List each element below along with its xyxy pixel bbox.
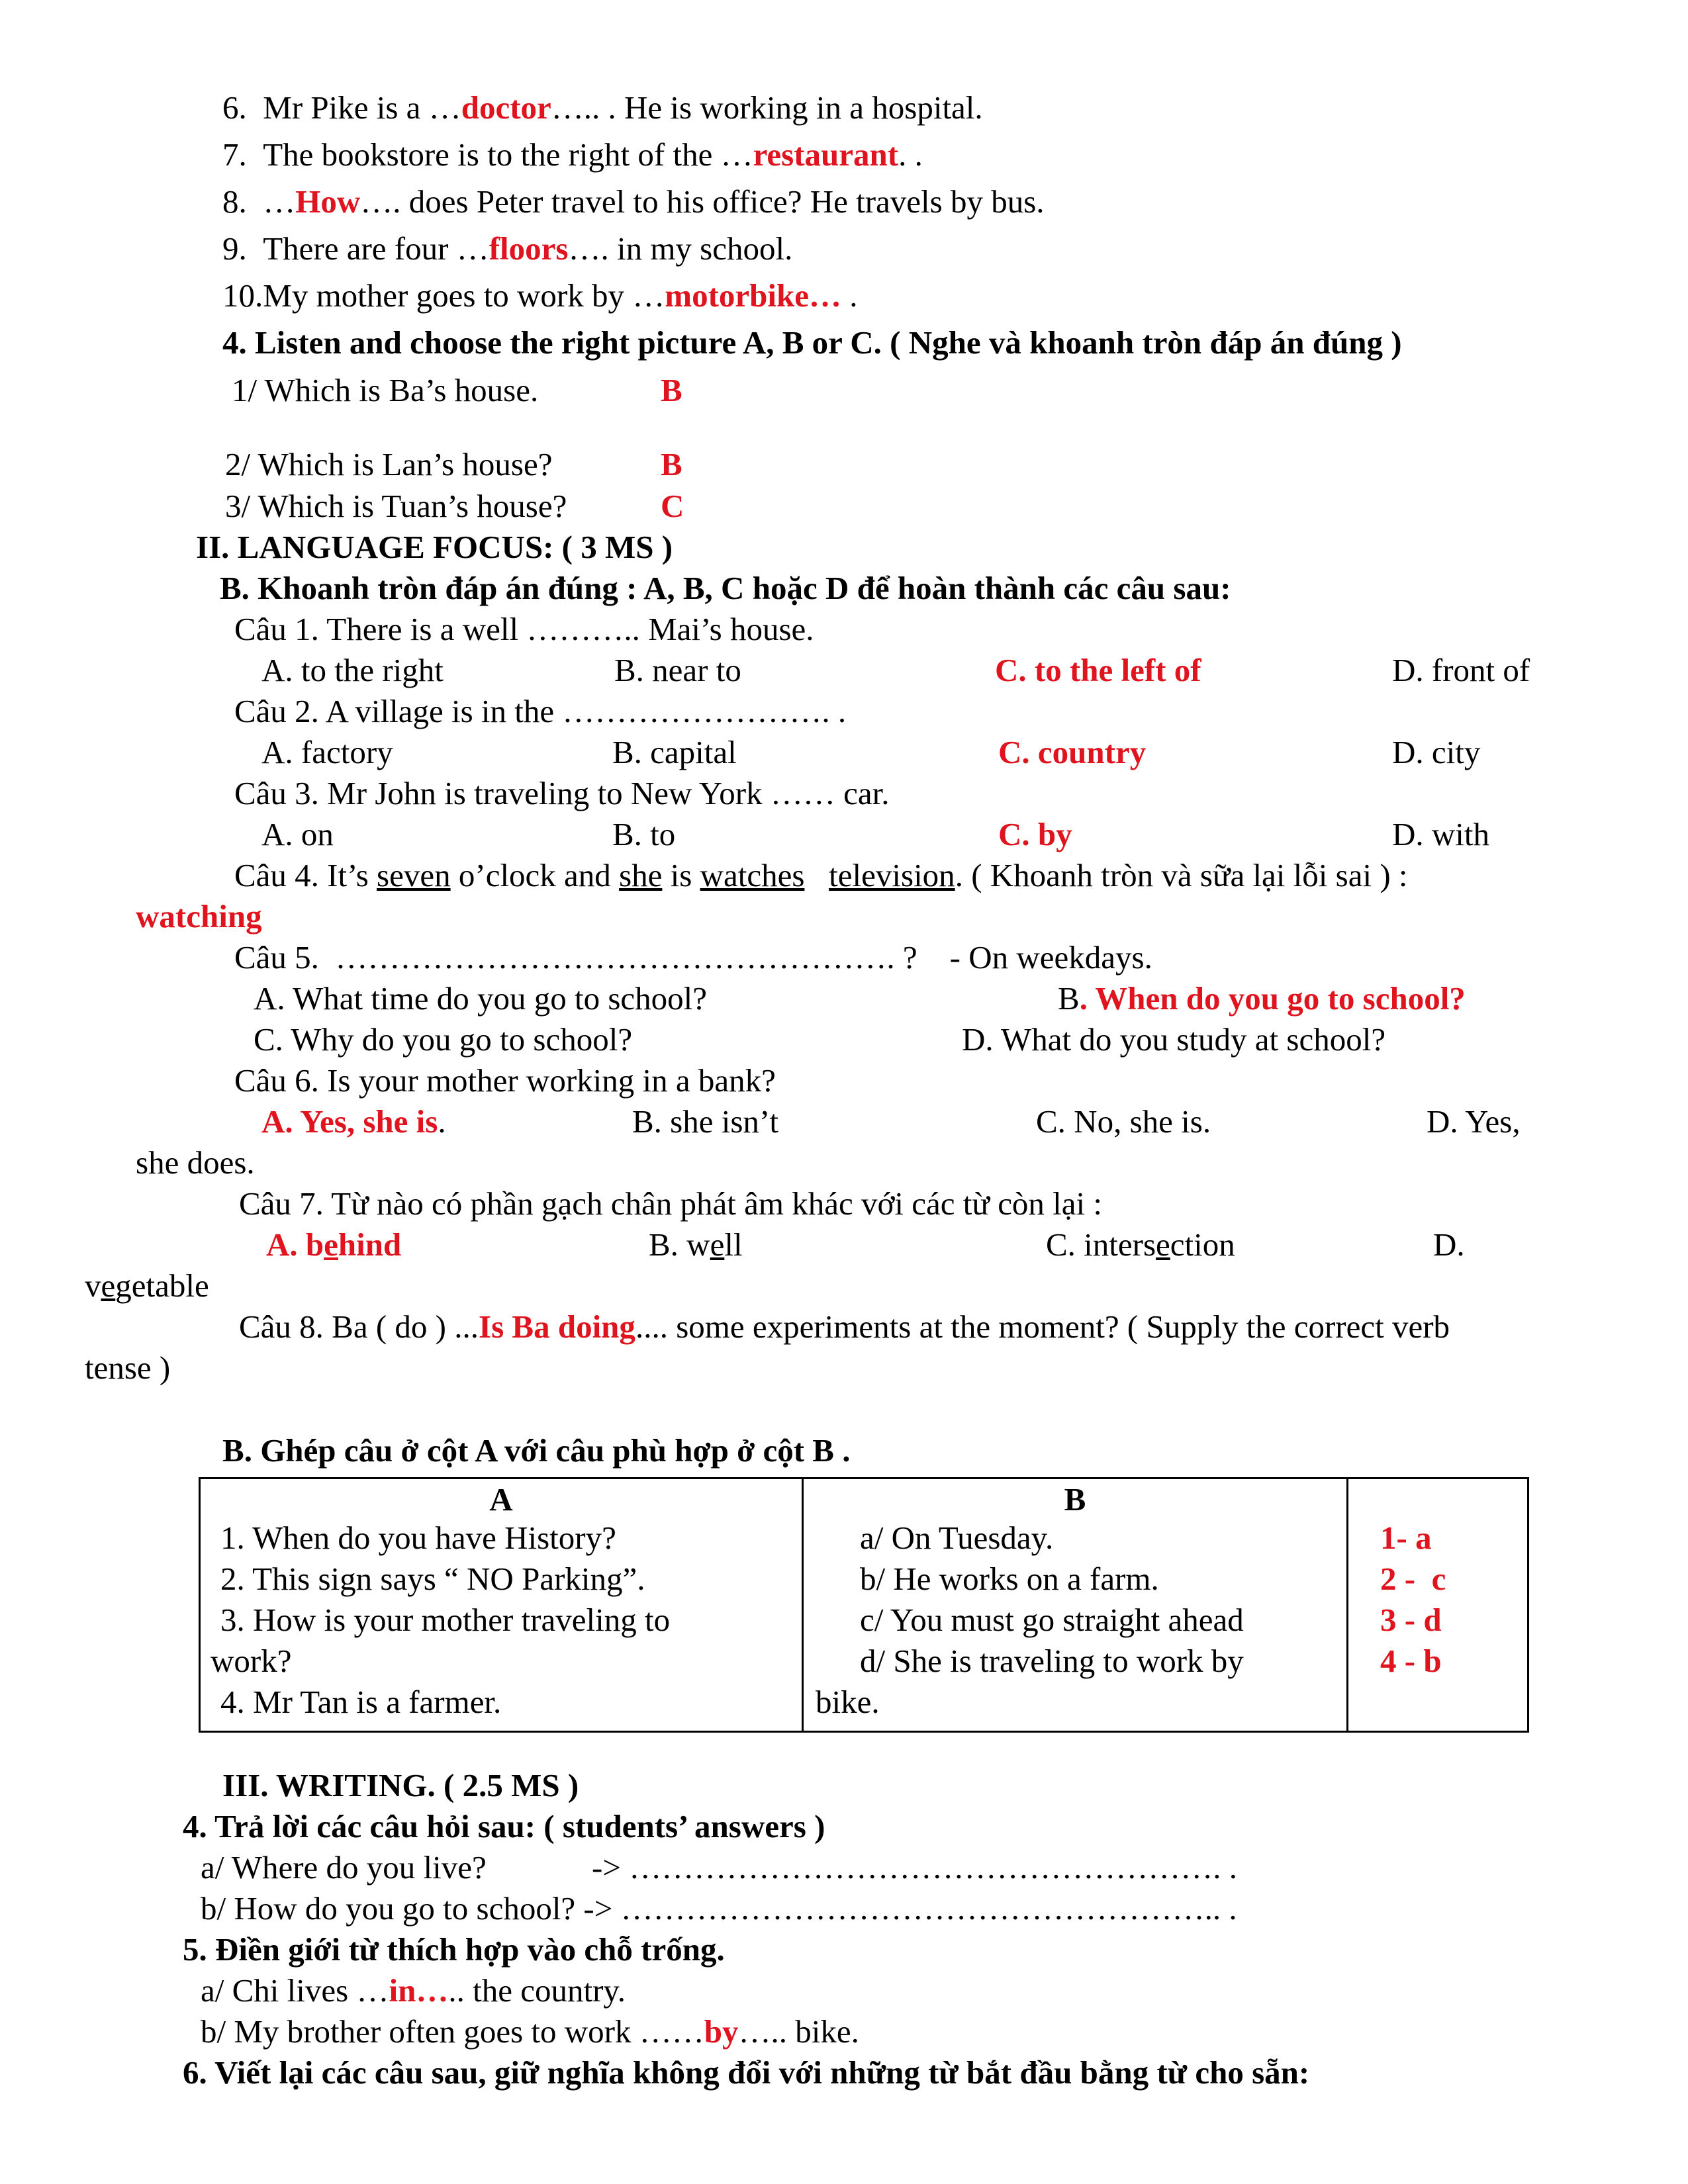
writing-q6-heading: 6. Viết lại các câu sau, giữ nghĩa không đổi với những từ bắt đầu bằng từ cho sẵn: (183, 2054, 1310, 2091)
q3-stem: Câu 3. Mr John is traveling to New York …… car. (234, 775, 890, 811)
q6-option-a: A. Yes, she is. (261, 1103, 446, 1140)
column-a-header: A (489, 1481, 513, 1518)
q1-stem: Câu 1. There is a well ……….. Mai’s house. (234, 611, 814, 647)
writing-q4-b: b/ How do you go to school? -> ……………………………………………….. . (201, 1890, 1237, 1927)
match-answer: 4 - b (1380, 1643, 1442, 1679)
q2-option-d: D. city (1392, 734, 1481, 770)
q3-option-a: A. on (261, 816, 334, 852)
writing-q5-heading: 5. Điền giới từ thích hợp vào chỗ trống. (183, 1931, 725, 1968)
q1-option-d: D. front of (1392, 652, 1530, 688)
language-focus-heading: II. LANGUAGE FOCUS: ( 3 MS ) (196, 529, 673, 565)
fill-item-10: 10.My mother goes to work by …motorbike… . (222, 277, 858, 314)
listen-answer-1: B (661, 372, 682, 408)
q4-answer: watching (136, 898, 262, 934)
q7-option-a: A. behind (266, 1226, 402, 1263)
matching-heading: B. Ghép câu ở cột A với câu phù hợp ở cột B . (222, 1432, 851, 1469)
q7-stem: Câu 7. Từ nào có phần gạch chân phát âm khác với các từ còn lại : (239, 1185, 1103, 1222)
q4-stem: Câu 4. It’s seven o’clock and she is watches television. ( Khoanh tròn và sữa lại lỗi sai ) : (234, 857, 1408, 893)
column-b-item: d/ She is traveling to work by (860, 1643, 1244, 1679)
q5-stem: Câu 5. ……………………………………………. ? - On weekdays. (234, 939, 1152, 976)
listen-item-3: 3/ Which is Tuan’s house? (225, 488, 567, 524)
answer-text: doctor (461, 89, 551, 126)
writing-q4-heading: 4. Trả lời các câu hỏi sau: ( students’ answers ) (183, 1808, 825, 1844)
q5-option-d: D. What do you study at school? (962, 1021, 1386, 1058)
q7-option-d: D. (1433, 1226, 1465, 1263)
listen-answer-2: B (661, 446, 682, 482)
q7-option-b: B. well (649, 1226, 743, 1263)
writing-q5-b: b/ My brother often goes to work ……by….. bike. (201, 2013, 859, 2050)
column-b-item: bike. (816, 1684, 880, 1720)
listen-heading: 4. Listen and choose the right picture A, B or C. ( Nghe và khoanh tròn đáp án đúng ) (222, 324, 1402, 361)
column-b-item: a/ On Tuesday. (860, 1520, 1054, 1556)
q2-option-c: C. country (998, 734, 1147, 770)
fill-item-8: 8. …How…. does Peter travel to his office? He travels by bus. (222, 183, 1045, 220)
fill-item-6: 6. Mr Pike is a …doctor….. . He is working in a hospital. (222, 89, 983, 126)
q3-option-b: B. to (612, 816, 676, 852)
fill-item-7: 7. The bookstore is to the right of the …restaurant. . (222, 136, 923, 173)
q5-option-b: B. When do you go to school? (1058, 980, 1466, 1017)
q6-option-c: C. No, she is. (1036, 1103, 1211, 1140)
q6-option-b: B. she isn’t (632, 1103, 778, 1140)
column-a-item: 2. This sign says “ NO Parking”. (220, 1561, 645, 1597)
language-focus-subheading: B. Khoanh tròn đáp án đúng : A, B, C hoặc D để hoàn thành các câu sau: (220, 570, 1231, 606)
listen-item-2: 2/ Which is Lan’s house? (225, 446, 553, 482)
q7-option-d-continued: vegetable (85, 1267, 209, 1304)
q1-option-a: A. to the right (261, 652, 444, 688)
column-a (200, 1479, 803, 1732)
column-b-item: b/ He works on a farm. (860, 1561, 1159, 1597)
q8-continued: tense ) (85, 1349, 171, 1386)
answer-text: floors (489, 230, 569, 267)
q6-option-d-continued: she does. (136, 1144, 255, 1181)
q2-stem: Câu 2. A village is in the ……………………. . (234, 693, 847, 729)
match-answer: 2 - c (1380, 1561, 1446, 1597)
answer-text: restaurant (753, 136, 899, 173)
column-a-item: work? (211, 1643, 292, 1679)
answer-text: How (295, 183, 361, 220)
q7-option-c: C. intersection (1046, 1226, 1235, 1263)
match-answer: 1- a (1380, 1520, 1432, 1556)
q6-stem: Câu 6. Is your mother working in a bank? (234, 1062, 776, 1099)
q6-option-d: D. Yes, (1427, 1103, 1521, 1140)
q2-option-b: B. capital (612, 734, 737, 770)
answer-text: motorbike… (665, 277, 841, 314)
q1-option-b: B. near to (614, 652, 741, 688)
fill-item-9: 9. There are four …floors…. in my school. (222, 230, 793, 267)
q1-option-c: C. to the left of (995, 652, 1201, 688)
q8-stem: Câu 8. Ba ( do ) ...Is Ba doing.... some experiments at the moment? ( Supply the correct verb (239, 1308, 1450, 1345)
q3-option-d: D. with (1392, 816, 1489, 852)
column-b (803, 1479, 1348, 1732)
column-a-item: 1. When do you have History? (220, 1520, 616, 1556)
matching-table (199, 1477, 1529, 1733)
q5-option-a: A. What time do you go to school? (254, 980, 707, 1017)
column-a-item: 3. How is your mother traveling to (220, 1602, 671, 1638)
column-b-item: c/ You must go straight ahead (860, 1602, 1244, 1638)
q2-option-a: A. factory (261, 734, 393, 770)
listen-item-1: 1/ Which is Ba’s house. (232, 372, 539, 408)
writing-heading: III. WRITING. ( 2.5 MS ) (222, 1767, 579, 1803)
q5-option-c: C. Why do you go to school? (254, 1021, 633, 1058)
column-a-item: 4. Mr Tan is a farmer. (220, 1684, 502, 1720)
writing-q4-a: a/ Where do you live? -> ………………………………………………. . (201, 1849, 1237, 1886)
match-answer: 3 - d (1380, 1602, 1442, 1638)
column-b-header: B (1064, 1481, 1086, 1518)
writing-q5-a: a/ Chi lives …in….. the country. (201, 1972, 626, 2009)
listen-answer-3: C (661, 488, 684, 524)
answers-column (1348, 1479, 1528, 1732)
q3-option-c: C. by (998, 816, 1072, 852)
